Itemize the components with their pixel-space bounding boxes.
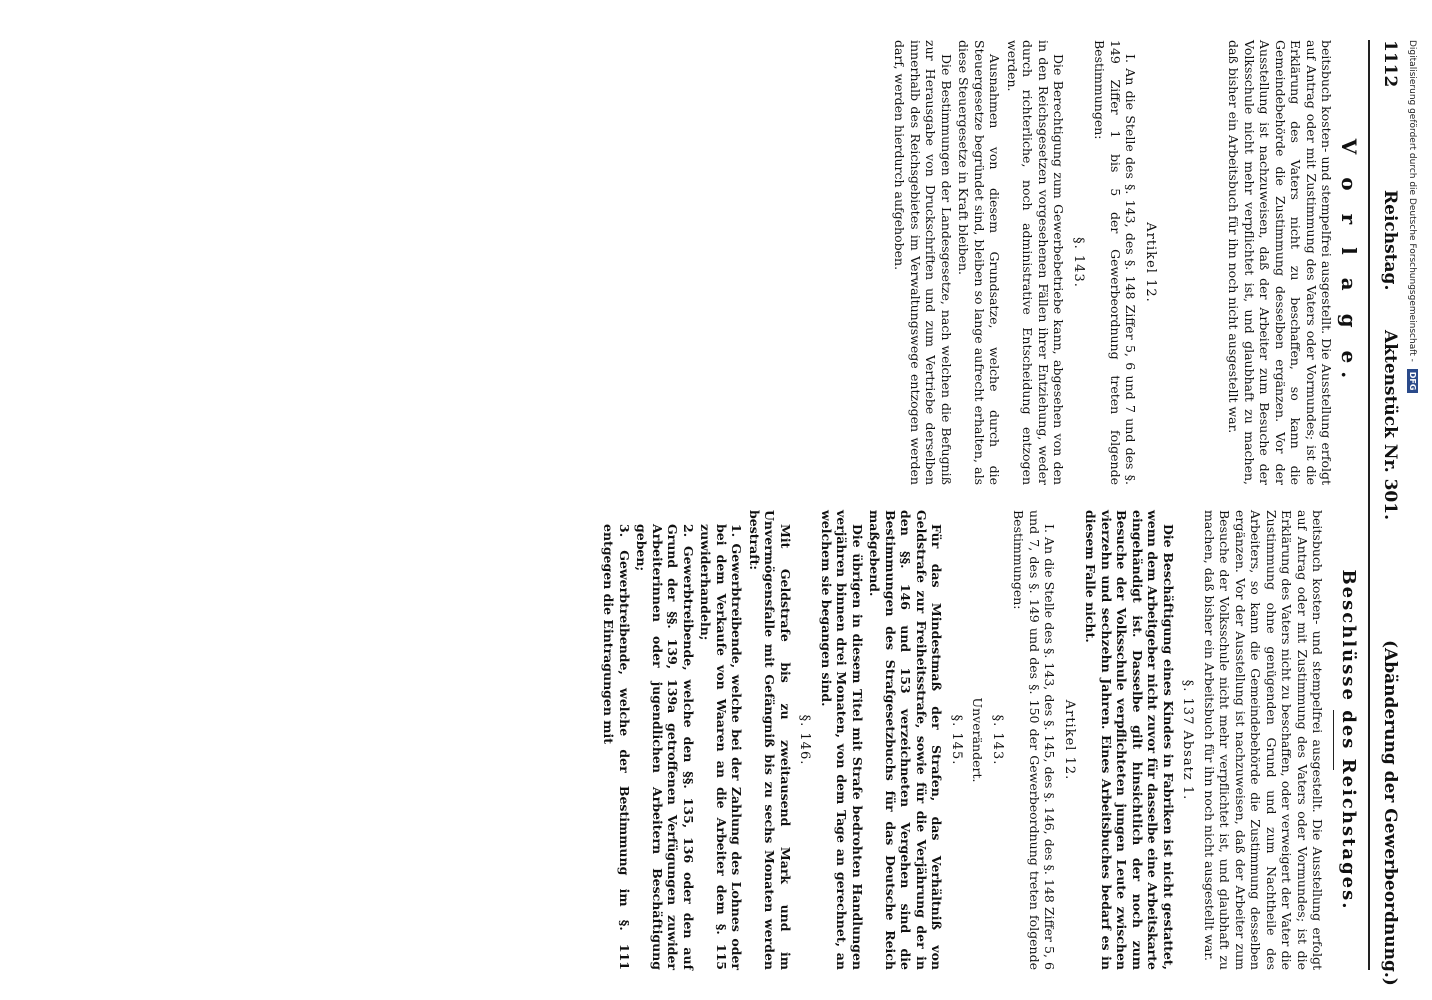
page-number: 1112: [1380, 40, 1400, 88]
right-146-item-2: 2. Gewerbtreibende, welche den §§. 135, 136 oder den auf Grund der §§. 139, 139a getroffenen Verfügungen zuwider Arbeiterinnen oder jugendlichen Arbeitern Beschäftigung geben;: [634, 524, 696, 970]
left-section-heading: §. 143.: [1071, 237, 1086, 288]
left-section-p1: Die Berechtigung zum Gewerbebetriebe kann, abgesehen von den in den Reichsgesetzen vorgesehenen Fällen ihrer Entziehung, weder durch richterliche, noch administrative Entscheidung entzogen werden.: [1005, 40, 1067, 485]
digitization-credit-text: Digitalisierung gefördert durch die Deutsche Forschungsgemeinschaft -: [1407, 40, 1417, 362]
left-article-heading: Artikel 12.: [1143, 222, 1158, 303]
right-146-item-1: 1. Gewerbtreibende, welche bei der Zahlung des Lohnes oder bei dem Verkaufe von Waaren an die Arbeiter dem §. 115 zuwiderhandeln;: [698, 524, 745, 970]
right-column-title: Beschlüsse des Reichstages.: [1338, 569, 1359, 911]
right-146-intro: Mit Geldstrafe bis zu zweitausend Mark und im Unvermögensfalle mit Gefängniß bis zu sechs Monaten werden bestraft:: [747, 510, 793, 970]
left-intro-paragraph: beitsbuch kosten- und stempelfrei ausgestellt. Die Ausstellung erfolgt auf Antrag oder mit Zustimmung des Vaters oder Vormundes; ist die Erklärung des Vaters nicht zu beschaffen, so kann die Gemeindebehörde die Zustimmung desselben ergänzen. Vor der Ausstellung ist nachzuweisen, daß der Arbeiter zum Besuche der Volksschule nicht mehr verpflichtet ist, und glaubhaft zu machen, daß bisher ein Arbeitsbuch für ihn noch nicht ausgestellt war.: [1226, 40, 1335, 485]
left-column: [890, 40, 1362, 485]
right-145-p1: Für das Mindestmaß der Strafen, das Verhältniß von Geldstrafe zur Freiheitsstrafe, sowie für die Verjährung der in den §§. 146 und 153 verzeichneten Vergehen sind die Bestimmungen des Strafgesetzbuchs für das Deutsche Reich maßgebend.: [867, 510, 945, 970]
right-column: [599, 510, 1362, 970]
right-146-item-3: 3. Gewerbtreibende, welche der Bestimmung im §. 111 entgegen die Eintragungen mit: [601, 524, 632, 970]
header-publication: Reichstag.: [1380, 190, 1400, 291]
right-subheading-137: §. 137 Absatz 1.: [1180, 679, 1196, 801]
left-section-p2: Ausnahmen von diesem Grundsatze, welche durch die Steuergesetze begründet sind, bleiben so lange aufrecht erhalten, als diese Steuergesetze in Kraft bleiben.: [956, 40, 1003, 485]
header-rule: [1368, 40, 1370, 970]
digitization-credit: [1407, 40, 1418, 990]
header-subject: (Abänderung der Gewerbeordnung.): [1380, 640, 1400, 986]
left-section-p3: Die Bestimmungen der Landesgesetze, nach welchen die Befugniß zur Herausgabe von Druckschriften und zum Vertriebe derselben innerhalb des Reichsgebietes im Verwaltungswege entzogen werden darf, werden hierdurch aufgehoben.: [892, 40, 954, 485]
right-section-145: §. 145.: [949, 714, 964, 766]
dfg-logo: DFG: [1407, 369, 1418, 394]
page-header: [1372, 40, 1402, 986]
right-unchanged: Unverändert.: [970, 697, 986, 783]
right-145-p2: Die übrigen in diesem Titel mit Strafe bedrohten Handlungen verjähren binnen drei Monaten, von dem Tage an gerechnet, an welchem sie begangen sind.: [819, 510, 865, 970]
right-section-143: §. 143.: [990, 714, 1005, 766]
right-article-heading: Artikel 12.: [1062, 699, 1077, 781]
right-146-items: [601, 510, 745, 970]
right-article-text: I. An die Stelle des §. 143, des §. 145, des §. 146, des §. 148 Ziffer 5, 6 und 7, des §. 149 und des §. 150 der Gewerbeordnung treten folgende Bestimmungen:: [1011, 510, 1058, 970]
left-article-text: I. An die Stelle des §. 143, des §. 148 Ziffer 5, 6 und 7 und des §. 149 Ziffer 1 bis 5 der Gewerbeordnung treten folgende Bestimmungen:: [1092, 40, 1139, 485]
right-intro-paragraph: beitsbuch kosten- und stempelfrei ausgestellt. Die Ausstellung erfolgt auf Antrag oder mit Zustimmung des Vaters oder Vormundes; ist die Erklärung des Vaters nicht zu beschaffen, oder verweigert der Vater die Zustimmung ohne genügenden Grund und zum Nachtheile des Arbeiters, so kann die Gemeindebehörde die Zustimmung desselben ergänzen. Vor der Ausstellung ist nachzuweisen, daß der Arbeiter zum Besuche der Volksschule nicht mehr verpflichtet ist, und glaubhaft zu machen, daß bisher ein Arbeitsbuch für ihn noch nicht ausgestellt war.: [1202, 510, 1326, 970]
left-column-title: V o r l a g e.: [1337, 138, 1361, 387]
title-rule: [1334, 710, 1335, 770]
header-document: Aktenstück Nr. 301.: [1380, 330, 1400, 521]
right-137-text: Die Beschäftigung eines Kindes in Fabriken ist nicht gestattet, wenn dem Arbeitgeber nicht zuvor für dasselbe eine Arbeitskarte eingehändigt ist. Dasselbe gilt hinsichtlich der noch zum Besuche der Volksschule verpflichteten jungen Leute zwischen vierzehn und sechzehn Jahren. Eines Arbeitsbuches bedarf es in diesem Falle nicht.: [1083, 510, 1176, 970]
right-section-146: §. 146.: [797, 714, 813, 766]
